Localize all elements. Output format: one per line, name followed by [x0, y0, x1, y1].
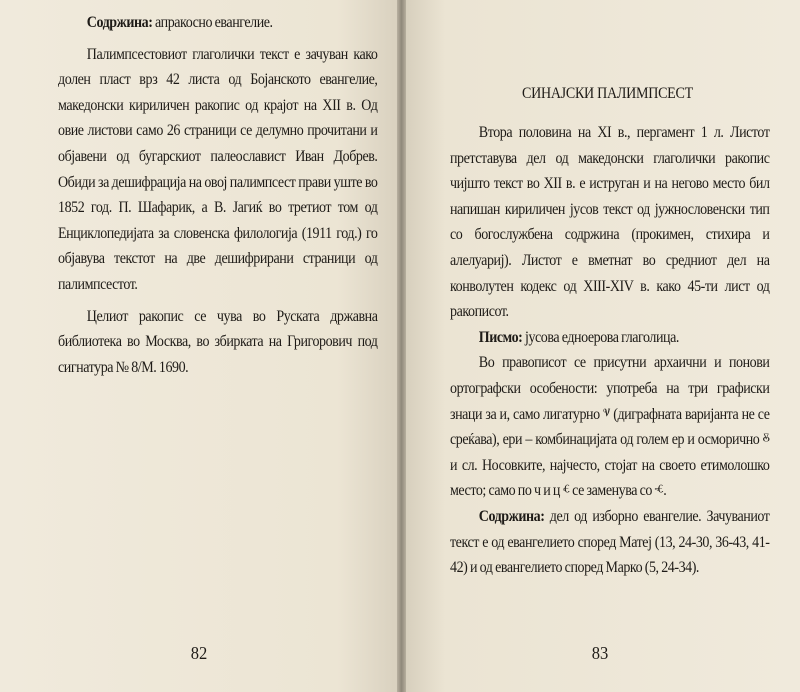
right-paragraph-1: Втора половина на XI в., пергамент 1 л. Листот претставува дел од македонски глаголички ракопис чијшто текст во XII в. е иструган и на негово место бил напишан кириличен јусов текст од јужнословенски тип со богослужбена содржина (прокимен, стихира и алелуариј). Листот е вметнат во средниот дел на конволутен кодекс од XIII-XIV в. како 45-ти лист од ракописот.: [450, 124, 770, 321]
right-script-label: Писмо:: [478, 328, 523, 346]
left-content-text: апракосно евангелие.: [152, 14, 273, 31]
right-script-line: [450, 325, 770, 351]
page-number-right: 83: [591, 643, 609, 663]
right-page-text: [450, 120, 770, 581]
book-gutter: [397, 0, 406, 692]
right-paragraph-3: Во правописот се присутни архаични и понови ортографски особености: употреба на три графиски знаци за и, само лигатурно ⱌ (диграфната варијанта не се среќава), ери – комбинацијата од голем ер и осморично ⰻ и сл. Носовките, најчесто, стојат на своето етимолошко место; само по ч и ц ⱔ се заменува со ⱕ.: [450, 354, 770, 500]
left-content-line: [58, 10, 378, 36]
right-content-label: Содржина:: [478, 507, 545, 525]
left-paragraph-1: Палимпсестовиот глаголички текст е зачуван како долен пласт врз 42 листа од Бојанското евангелие, македонски кириличен ракопис од крајот на XII в. Од овие листови само 26 страници се делумно прочитани и објавени од бугарскиот палеославист Иван Добрев. Обиди за дешифрација на овој палимпсест прави уште во 1852 год. П. Шафарик, а В. Јагиќ во третиот том од Енциклопедијата за словенска филологија (1911 год.) го објавува текстот на две дешифрирани страници од палимпсестот.: [58, 45, 378, 293]
right-content-text: дел од изборно евангелие. Зачуваниот текст е од евангелието според Матеј (13, 24-30, 36-43, 41-42) и од евангелието според Марко (5, 24-34).: [450, 507, 770, 577]
right-page-title: СИНАЈСКИ ПАЛИМПСЕСТ: [522, 85, 693, 102]
left-paragraph-2: Целиот ракопис се чува во Руската државна библиотека во Москва, во збирката на Григорович под сигнатура № 8/М. 1690.: [58, 307, 378, 376]
right-script-text: јусова едноерова глаголица.: [522, 328, 679, 346]
left-page-text: [58, 10, 378, 380]
right-content-line: [450, 504, 770, 581]
left-content-label: Содржина:: [86, 14, 153, 31]
page-number-left: 82: [190, 643, 208, 663]
